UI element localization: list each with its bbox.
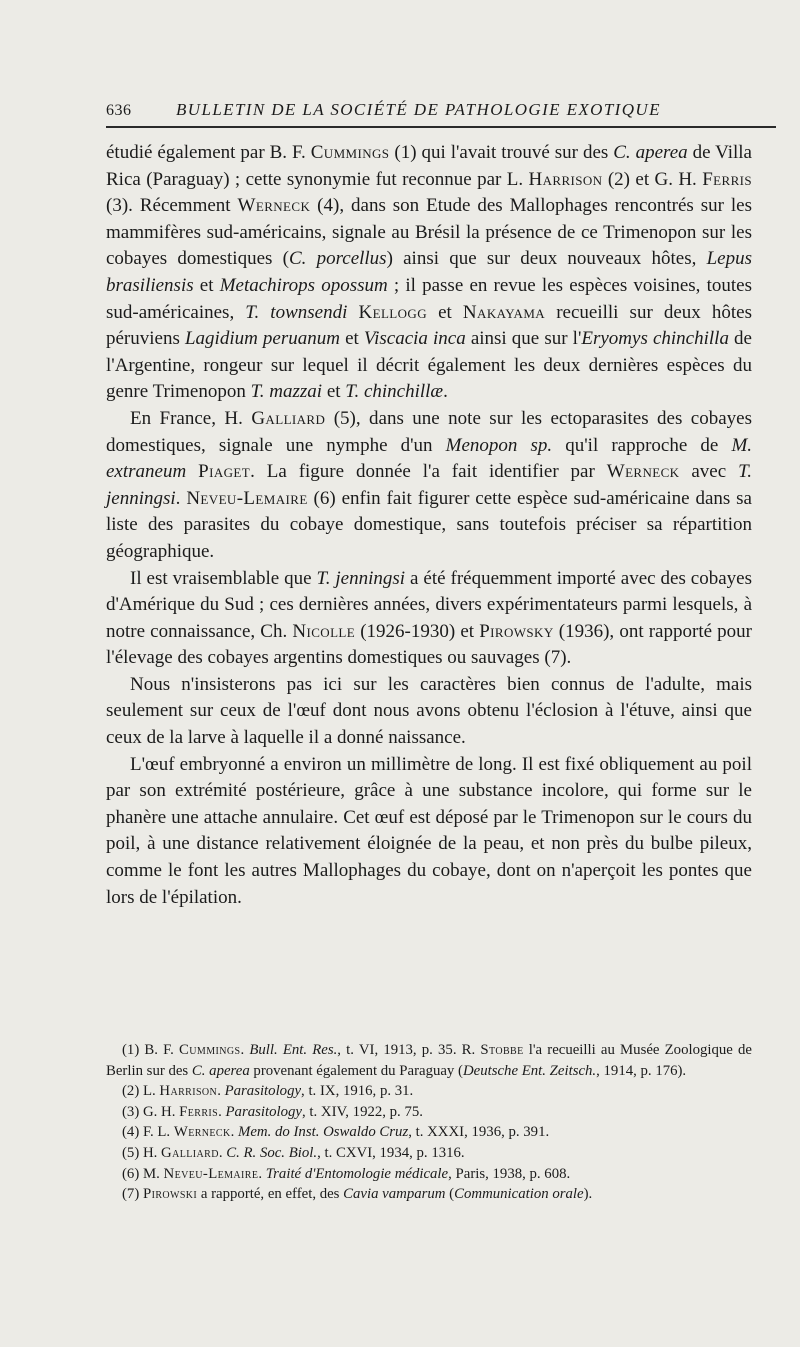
italic-text: T. mazzai (250, 381, 323, 403)
text-run: provenant également du Paraguay ( (249, 1062, 463, 1079)
text-run: . (240, 1042, 250, 1058)
text-run: Nous n'insisterons pas ici sur les caractères bien connus de l'adulte, mais seulement sur ceux de l'œuf dont nous avons obtenu l'éclosion à l'étuve, ainsi que ceux de la larve à laquelle il a donné naissance. (106, 673, 752, 749)
italic-text: C. porcellus (288, 248, 387, 270)
page-header (106, 96, 776, 128)
author-name: Galliard (161, 1144, 219, 1161)
text-run: (5), dans une note sur les ectoparasites des cobayes domestiques, signale une nymphe d'un (106, 407, 752, 456)
text-run: . (258, 1165, 266, 1182)
italic-text: Cavia vamparum (343, 1186, 446, 1203)
text-run: et (193, 274, 220, 296)
italic-text: T. jenningsi (106, 461, 753, 509)
text-run: . (218, 1103, 226, 1120)
text-run: . (175, 487, 187, 509)
paragraph-2 (106, 406, 752, 566)
author-name: Neveu-Lemaire (163, 1165, 259, 1182)
footnote-1 (106, 1040, 752, 1081)
author-name: Stobbe (480, 1042, 524, 1058)
italic-text: Eryomys chinchilla (581, 328, 729, 350)
italic-text: T. jenningsi (316, 567, 406, 589)
footnote-5 (106, 1143, 752, 1164)
author-name: Cummings (310, 142, 390, 163)
author-name: Werneck (237, 195, 311, 217)
author-name: Werneck (173, 1124, 231, 1141)
text-run: . (218, 1144, 227, 1161)
author-name: Harrison (159, 1083, 218, 1100)
text-run: ; il passe en revue les espèces voisines, toutes sud-américaines, (106, 274, 752, 323)
text-run: (2) et G. H. (602, 168, 703, 190)
text-run: et (339, 328, 364, 350)
italic-text: Bull. Ent. Res. (249, 1042, 338, 1058)
footnote-2 (106, 1081, 752, 1102)
text-run: (4), dans son Etude des Mallophages rencontrés sur les mammifères sud-américains, signale au Brésil la présence de ce Trimenopon sur les cobayes domestiques ( (106, 195, 752, 270)
italic-text: Metachirops opossum (219, 274, 388, 296)
text-run (347, 302, 358, 323)
italic-text: C. aperea (613, 142, 688, 163)
running-title: BULLETIN DE LA SOCIÉTÉ DE PATHOLOGIE EXOTIQUE (176, 100, 661, 119)
text-run: L'œuf embryonné a environ un millimètre de long. Il est fixé obliquement au poil par son extrémité postérieure, grâce à une substance incolore, qui forme sur le phanère une attache annulaire. Cet œuf est déposé par le Trimenopon sur le cours du poil, à une distance relativement éloignée de la peau, et non près du bulbe pileux, comme le font les autres Mallophages du cobaye, dont on n'aperçoit les pontes que lors de l'épilation. (106, 753, 752, 908)
text-run: (4) F. L. (122, 1124, 174, 1141)
text-run: (7) (122, 1186, 143, 1203)
italic-text: Viscacia inca (363, 328, 466, 350)
text-run: , 1914, p. 176). (596, 1062, 687, 1079)
footnote-6 (106, 1164, 752, 1185)
text-run: , t. CXVI, 1934, p. 1316. (317, 1144, 465, 1161)
text-run: . (217, 1083, 225, 1100)
footnote-3 (106, 1102, 752, 1123)
text-run: (2) L. (122, 1083, 160, 1100)
text-run: , t. XXXI, 1936, p. 391. (408, 1124, 550, 1141)
text-run: avec (679, 461, 739, 483)
paragraph-4 (106, 672, 752, 752)
text-run: (5) H. (122, 1144, 162, 1161)
text-run: (1) B. F. (122, 1042, 180, 1058)
italic-text: Parasitology (224, 1083, 302, 1100)
text-run: . (443, 381, 448, 403)
text-run: (1) qui l'avait trouvé sur des (389, 142, 614, 163)
author-name: Pirowsky (479, 620, 554, 642)
text-run: ( (445, 1186, 455, 1203)
text-run: étudié également par B. F. (106, 142, 311, 163)
italic-text: T. chinchillæ (345, 381, 444, 403)
italic-text: Mem. do Inst. Oswaldo Cruz (238, 1124, 409, 1141)
text-run: de l'Argentine, rongeur sur lequel il décrit également les deux dernières espèces du genre Trimenopon (106, 328, 752, 403)
page-number: 636 (106, 102, 132, 119)
text-run: Il est vraisemblable que (130, 567, 317, 589)
text-run: et (427, 301, 463, 323)
text-run: . La figure donnée l'a fait identifier par (250, 461, 607, 483)
italic-text: Menopon sp. (445, 434, 553, 456)
text-run: , Paris, 1938, p. 608. (448, 1165, 571, 1182)
text-run: ) ainsi que sur deux nouveaux hôtes, (386, 248, 707, 270)
author-name: Nakayama (462, 301, 546, 323)
text-run: (6) M. (122, 1165, 164, 1182)
text-run: . (230, 1124, 239, 1141)
text-run: En France, H. (130, 407, 252, 429)
text-run: (1936), ont rapporté pour l'élevage des cobayes argentins domestiques ou sauvages (7). (106, 620, 752, 669)
italic-text: C. R. Soc. Biol. (226, 1144, 318, 1161)
author-name: Harrison (528, 168, 603, 190)
text-run: qu'il rapproche de (552, 434, 732, 456)
text-run: recueilli sur deux hôtes péruviens (106, 301, 753, 350)
text-run: l'a recueilli au Musée Zoologique de Berlin sur des (106, 1042, 752, 1079)
text-run: , t. XIV, 1922, p. 75. (301, 1103, 423, 1120)
text-run: (6) enfin fait figurer cette espèce sud-américaine dans sa liste des parasites du cobaye domestique, sans toutefois préciser sa répartition géographique. (106, 487, 752, 562)
text-run: (3) G. H. (122, 1103, 180, 1120)
text-run: (3). Récemment (106, 195, 238, 217)
text-run: , t. VI, 1913, p. 35. R. (337, 1042, 481, 1058)
footnote-7 (106, 1184, 752, 1205)
author-name: Cummings (179, 1042, 241, 1058)
paragraph-5 (106, 752, 752, 912)
text-run: a rapporté, en effet, des (197, 1186, 344, 1203)
italic-text: T. townsendi (245, 301, 348, 323)
body-text (106, 140, 752, 911)
text-run: a été fréquemment importé avec des cobayes d'Amérique du Sud ; ces dernières années, divers expérimentateurs parmi lesquels, à notre connaissance, Ch. (106, 567, 753, 642)
text-run: et (322, 381, 346, 403)
author-name: Kellogg (358, 301, 427, 323)
author-name: Ferris (179, 1103, 219, 1120)
italic-text: Deutsche Ent. Zeitsch. (462, 1062, 597, 1079)
italic-text: M. extraneum (106, 434, 753, 483)
text-run: (1926-1930) et (355, 620, 480, 642)
text-run: ainsi que sur l' (465, 328, 582, 350)
italic-text: Lagidium peruanum (184, 328, 340, 350)
italic-text: Lepus brasiliensis (106, 248, 752, 296)
text-run (186, 461, 198, 482)
footnote-4 (106, 1122, 752, 1143)
author-name: Piaget (198, 461, 251, 483)
text-run: de Villa Rica (Paraguay) ; cette synonymie fut reconnue par L. (106, 142, 752, 190)
footnotes (106, 1040, 752, 1205)
italic-text: Parasitology (225, 1103, 302, 1120)
author-name: Ferris (702, 168, 752, 190)
author-name: Pirowski (142, 1186, 198, 1203)
paragraph-1 (106, 140, 752, 406)
italic-text: Traité d'Entomologie médicale (265, 1165, 449, 1182)
text-run: ). (583, 1186, 593, 1203)
author-name: Galliard (251, 407, 326, 429)
paragraph-3 (106, 566, 752, 672)
author-name: Nicolle (292, 620, 356, 642)
author-name: Neveu-Lemaire (186, 487, 308, 509)
author-name: Werneck (606, 461, 680, 483)
italic-text: Communication orale (454, 1186, 584, 1203)
text-run: , t. IX, 1916, p. 31. (301, 1083, 414, 1100)
italic-text: C. aperea (191, 1062, 250, 1079)
